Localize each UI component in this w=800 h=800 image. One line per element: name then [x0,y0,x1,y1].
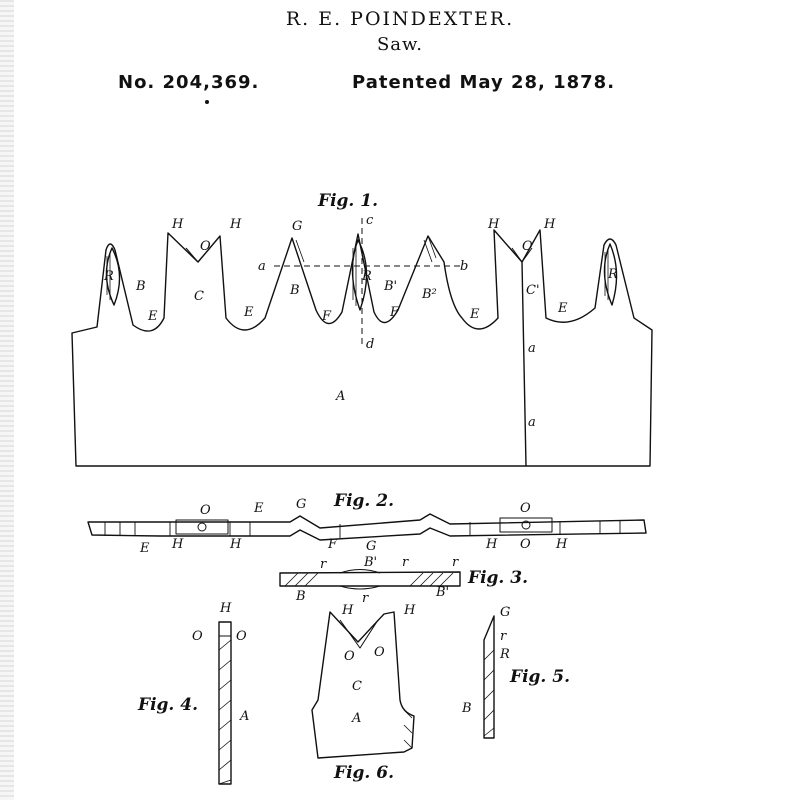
fig5-label: R [500,647,510,662]
fig1-title: Fig. 1. [318,191,378,211]
fig5-labels [461,605,510,716]
fig1-label: b [460,259,469,274]
fig3-label: r [320,557,327,572]
fig5-section [484,616,494,738]
fig1-label: H [172,217,184,232]
fig2-label: F [328,537,338,552]
fig5-title: Fig. 5. [510,667,570,687]
fig1-label: a [528,341,536,356]
fig6-label: H [342,603,354,618]
fig1-label: d [366,337,375,352]
fig1-label: E [148,309,158,324]
fig2-label: G [366,539,377,554]
fig2-label: H [556,537,568,552]
fig2-label: G [296,497,307,512]
fig3-section [280,570,460,590]
patent-number: No. 204,369. [118,72,260,93]
fig2-label: H [230,537,242,552]
fig6-labels [341,603,416,726]
fig2-label: E [140,541,150,556]
fig1-label: B' [384,279,398,294]
fig1-label: B [136,279,146,294]
fig6-tooth-piece [312,612,414,758]
fig1-label: E [244,305,254,320]
fig4-label: H [220,601,232,616]
fig2-label: O [200,503,211,518]
fig2-label: H [486,537,498,552]
fig1-label: G [292,219,303,234]
fig2-label: O [520,501,531,516]
fig4-label: O [192,629,203,644]
fig4-label: A [240,709,250,724]
fig1-label: c [366,213,374,228]
fig6-label: O [344,649,355,664]
fig1-label: a [528,415,536,430]
fig1-label: C [194,289,204,304]
fig1-label: R [362,269,372,284]
fig3-label: r [402,555,409,570]
fig1-outline [72,230,652,466]
patent-date: Patented May 28, 1878. [352,72,616,93]
fig1-label: C' [526,283,540,298]
patent-subject: Saw. [376,34,424,55]
fig2-label: E [254,501,264,516]
fig1-label: B² [422,287,437,302]
fig4-title: Fig. 4. [138,695,198,715]
fig3-label: r [362,591,369,606]
fig2-label: H [172,537,184,552]
fig1-label: R [104,269,114,284]
fig2-title: Fig. 2. [334,491,394,511]
fig1-saw-blade [72,218,652,466]
fig1-label: H [230,217,242,232]
fig2-label: O [520,537,531,552]
fig3-title: Fig. 3. [468,568,528,588]
fig6-label: O [374,645,385,660]
fig3-label: r [452,555,459,570]
fig6-title: Fig. 6. [334,763,394,783]
fig1-label: O [522,239,533,254]
fig6-label: C [352,679,362,694]
fig3-label: B' [436,585,450,600]
fig1-label: O [200,239,211,254]
fig1-label: E [558,301,568,316]
fig5-label: B [462,701,472,716]
fig1-label: A [336,389,346,404]
fig4-section [219,622,231,784]
fig4-labels [192,601,249,724]
fig1-label: H [544,217,556,232]
fig1-label: B [290,283,300,298]
fig5-label: G [500,605,511,620]
fig3-labels [295,555,459,606]
fig1-label: H [488,217,500,232]
fig1-label: a [258,259,266,274]
fig5-label: r [500,629,507,644]
fig1-label: R [608,267,618,282]
inventor-name: R. E. POINDEXTER. [285,8,515,30]
fig3-label: B' [364,555,378,570]
fig1-label: F [322,309,332,324]
fig6-label: H [404,603,416,618]
fig6-label: A [352,711,362,726]
fig1-label: F [390,305,400,320]
fig1-label: E [470,307,480,322]
fig3-label: B [296,589,306,604]
fig4-label: O [236,629,247,644]
